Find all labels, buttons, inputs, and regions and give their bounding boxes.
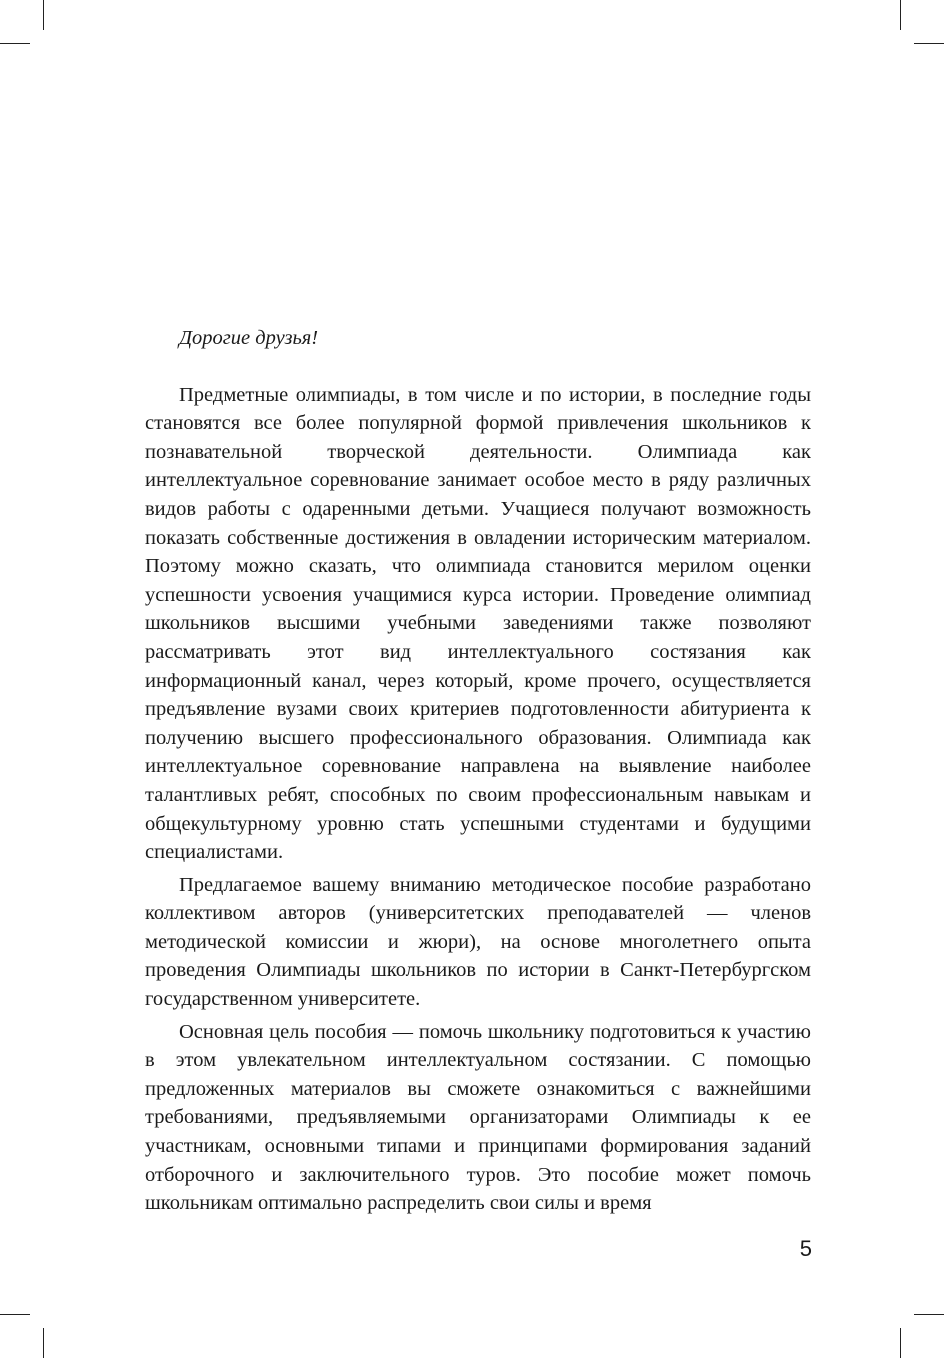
paragraph-goal: Основная цель пособия — помочь школьнику подготовиться к участию в этом увлекательном интеллектуальном состязании. С помощью предложенных материалов вы сможете ознакомиться с важнейшими требованиями, предъявляемыми организаторами Олимпиады к ее участникам, основными типами и принципами формирования заданий отборочного и заключительного туров. Это пособие может помочь школьникам оптимально распределить свои силы и время	[145, 1020, 811, 1215]
page-number: 5	[799, 1236, 812, 1261]
crop-mark-top-right-horizontal	[914, 43, 944, 44]
crop-mark-bottom-left-vertical	[43, 1328, 44, 1358]
paragraph-intro: Предметные олимпиады, в том числе и по истории, в последние годы становятся все более популярной формой привлечения школьников к познавательной творческой деятельности. Олимпиада как интеллектуальное соревнование занимает особое место в ряду различных видов работы с одаренными детьми. Учащиеся получают возможность показать собственные достижения в овладении историческим материалом. Поэтому можно сказать, что олимпиада становится мерилом оценки успешности усвоения учащимися курса истории. Проведение олимпиад школьников высшими учебными заведениями также позволяют рассматривать этот вид интеллектуального состязания как информационный канал, через который, кроме прочего, осуществляется предъявление вузами своих критериев подготовленности абитуриента к получению высшего профессионального образования. Олимпиада как интеллектуальное соревнование направлена на выявление наиболее талантливых ребят, способных по своим профессиональным навыкам и общекультурному уровню стать успешными студентами и будущими специалистами.	[145, 383, 811, 864]
crop-mark-top-left-vertical	[43, 0, 44, 30]
page-body	[145, 324, 811, 1222]
crop-mark-bottom-left-horizontal	[0, 1314, 30, 1315]
crop-mark-bottom-right-horizontal	[914, 1314, 944, 1315]
crop-mark-top-right-vertical	[900, 0, 901, 30]
paragraph-manual: Предлагаемое вашему вниманию методическое пособие разработано коллективом авторов (университетских преподавателей — членов методической комиссии и жюри), на основе многолетнего опыта проведения Олимпиады школьников по истории в Санкт-Петербургском государственном университете.	[145, 873, 811, 1011]
salutation: Дорогие друзья!	[179, 327, 319, 349]
crop-mark-bottom-right-vertical	[900, 1328, 901, 1358]
crop-mark-top-left-horizontal	[0, 43, 30, 44]
